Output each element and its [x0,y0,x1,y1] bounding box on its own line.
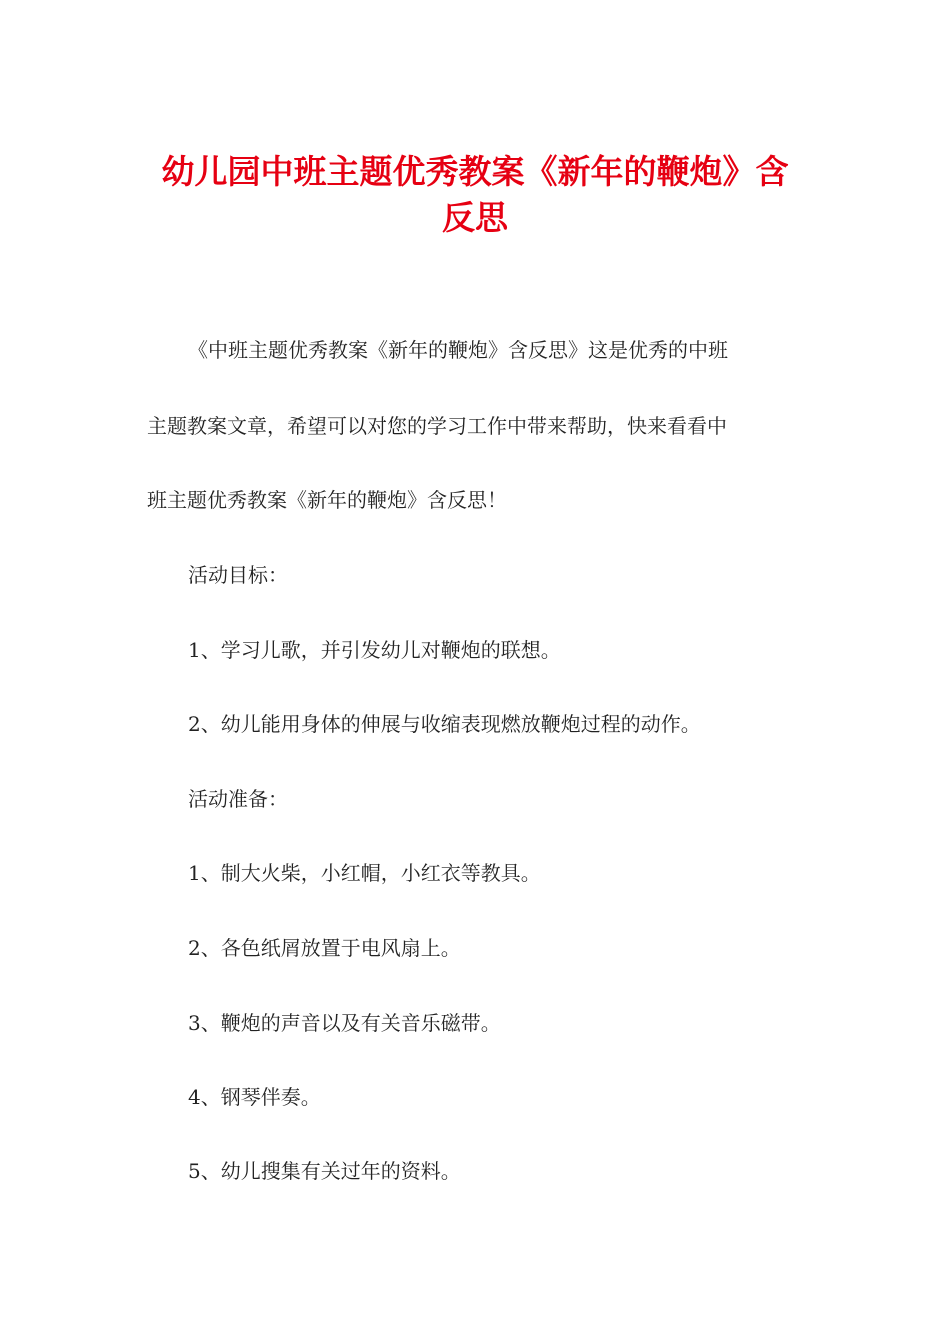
preparation-item: 3、鞭炮的声音以及有关音乐磁带。 [188,1011,501,1035]
intro-line-1: 《中班主题优秀教案《新年的鞭炮》含反思》这是优秀的中班 [188,338,728,362]
document-title-line-1: 幼儿园中班主题优秀教案《新年的鞭炮》含 [161,152,789,191]
goal-item: 2、幼儿能用身体的伸展与收缩表现燃放鞭炮过程的动作。 [188,712,701,736]
goal-item: 1、学习儿歌，并引发幼儿对鞭炮的联想。 [188,638,561,662]
preparation-item: 5、幼儿搜集有关过年的资料。 [188,1159,461,1183]
intro-line-2: 主题教案文章，希望可以对您的学习工作中带来帮助，快来看看中 [147,414,727,438]
preparation-heading: 活动准备： [188,787,288,811]
goals-heading: 活动目标： [188,563,288,587]
preparation-item: 2、各色纸屑放置于电风扇上。 [188,936,461,960]
intro-line-3: 班主题优秀教案《新年的鞭炮》含反思！ [147,488,507,512]
preparation-item: 1、制大火柴，小红帽，小红衣等教具。 [188,861,541,885]
preparation-item: 4、钢琴伴奏。 [188,1085,321,1109]
document-title-line-2: 反思 [442,198,508,237]
